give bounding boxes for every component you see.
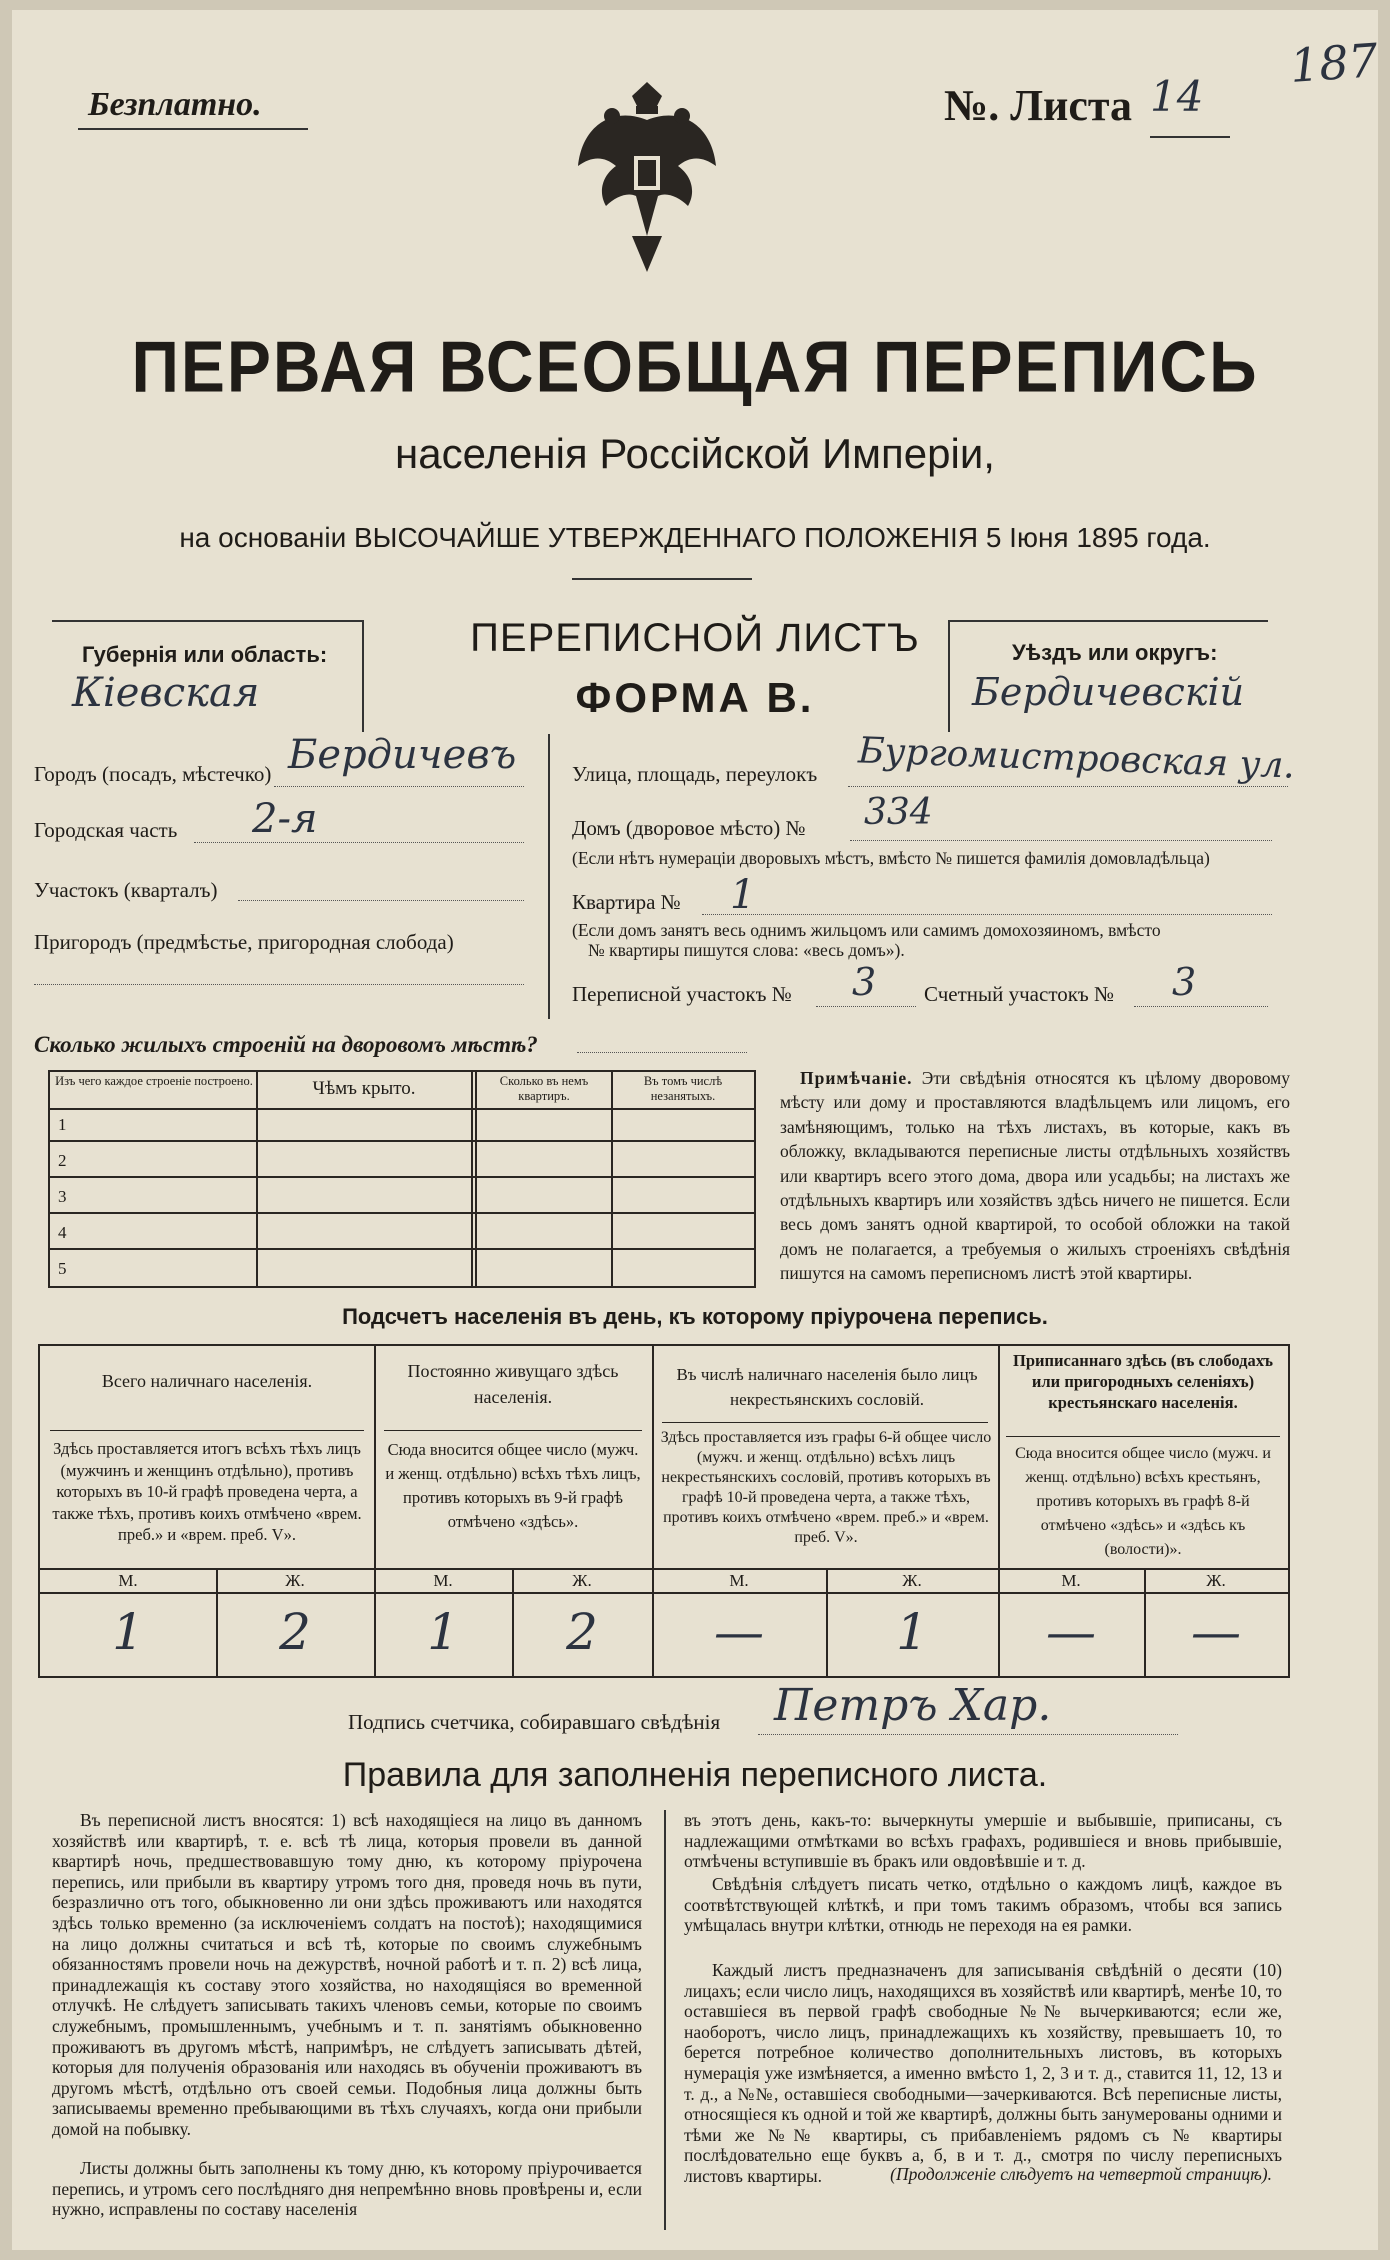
rules-title: Правила для заполненія переписного листа. [342,1756,1048,1794]
population-heading: Подсчетъ населенія въ день, къ которому пріурочена перепись. [342,1304,1048,1329]
row-number: 2 [58,1151,67,1170]
col2-f-label: Ж. [572,1571,592,1590]
apartment-line [702,914,1272,915]
precinct-line[interactable] [238,900,524,901]
col2-m-value[interactable]: 1 [427,1603,459,1661]
col1-f-value[interactable]: 2 [279,1603,311,1661]
col3-m-value[interactable]: — [714,1603,764,1661]
col2-f-value[interactable]: 2 [566,1603,598,1661]
col1-title: Всего наличнаго населенія. [101,1371,313,1391]
suburb-line[interactable] [34,984,524,985]
buildings-question: Сколько жилыхъ строеній на дворовомъ мѣстѣ? [34,1032,538,1057]
apartment-label: Квартира № [572,890,681,914]
title-divider [572,578,752,580]
row-number: 1 [58,1115,67,1134]
rules-right-p2: Свѣдѣнія слѣдуетъ писать четко, отдѣльно о каждомъ лицѣ, каждое въ соотвѣтствующей клѣткѣ, и при томъ такимъ образомъ, чтобы вся запись умѣщалась внутри клѣтки, отнюдь не переходя на ея рамки. [684,1874,1282,1936]
col-material-header: Изъ чего каждое строеніе построено. [55,1074,253,1088]
buildings-question-line[interactable] [577,1052,747,1053]
col1-f-label: Ж. [285,1571,305,1590]
signature-label: Подпись счетчика, собиравшаго свѣдѣнія [348,1710,721,1734]
precinct-label: Участокъ (кварталъ) [34,878,218,902]
rules-divider [664,1810,666,2230]
col2-title: Постоянно живущаго здѣсь населенія. [407,1361,619,1407]
street-label: Улица, площадь, переулокъ [572,762,818,786]
col2-desc: Сюда вносится общее число (мужч. и женщ. отдѣльно) всѣхъ тѣхъ лицъ, противъ которыхъ въ 9-й графѣ отмѣчено «здѣсь». [385,1440,641,1531]
free-label: Безплатно. [88,86,262,123]
note-text: Эти свѣдѣнія относятся къ цѣлому дворовому мѣсту или дому и проставляются владѣльцемъ или лицомъ, его замѣняющимъ, только на тѣхъ листахъ, въ которые, какъ въ обложку, вкладываются переписные листы отдѣльныхъ хозяйствъ или квартиръ всего этого дома, двора или усадьбы; на листахъ же отдѣльныхъ квартиръ или хозяйствъ здѣсь ничего не пишется. Если весь домъ занятъ одной квартирой, то особой обложки на такой домъ не полагается, а требуемыя о жилыхъ строеніяхъ свѣдѣнія пишутся на самомъ переписномъ листѣ этой квартиры. [780,1068,1290,1284]
row-number: 5 [58,1259,67,1278]
sub-title: населенія Россійской Имперіи, [395,430,995,477]
house-label: Домъ (дворовое мѣсто) № [572,816,806,840]
sheet-no-underline [1150,136,1230,138]
col1-desc: Здѣсь проставляется итогъ всѣхъ тѣхъ лицъ (мужчинъ и женщинъ отдѣльно), противъ которыхъ въ 10-й графѣ проведена черта, а также тѣхъ, противъ коихъ отмѣчено «врем. преб.» и «врем. преб. V». [52,1439,362,1544]
census-sheet [12,10,1378,2250]
count-area-line [1134,1006,1268,1007]
row-number: 4 [58,1223,67,1242]
apartment-value[interactable]: 1 [730,872,756,918]
col2-m-label: М. [433,1571,453,1590]
signature-value[interactable]: Петръ Хар. [774,1680,1052,1731]
street-line [848,786,1288,787]
col3-m-label: М. [729,1571,749,1590]
uezd-value[interactable]: Бердичевскій [972,670,1245,714]
census-area-line [816,1006,916,1007]
rules-left-p2: Листы должны быть заполнены къ тому дню, къ которому пріурочивается перепись, и утромъ сего послѣдняго дня непремѣнно вновь провѣрены и, если нужно, исправлены по составу населенія [52,2158,642,2220]
col3-f-value[interactable]: 1 [896,1603,928,1661]
double-headed-eagle-icon [572,76,722,276]
city-line [274,786,524,787]
census-area-value[interactable]: 3 [852,960,877,1004]
rules-continued: (Продолженіе слѣдуетъ на четвертой страницѣ). [890,2164,1272,2184]
signature-line [758,1734,1178,1735]
census-area-label: Переписной участокъ № [572,982,792,1006]
archive-number: 187 [1288,33,1380,93]
col4-title: Приписаннаго здѣсь (въ слободахъ или пригородныхъ селеніяхъ) крестьянскаго населенія. [1013,1351,1273,1412]
col4-m-value[interactable]: — [1046,1603,1096,1661]
col1-m-value[interactable]: 1 [112,1603,144,1661]
col3-title: Въ числѣ наличнаго населенія было лицъ некрестьянскихъ сословій. [676,1365,978,1409]
suburb-label: Пригородъ (предмѣстье, пригородная слобода) [34,930,454,954]
district-value[interactable]: 2-я [252,796,318,842]
buildings-table [48,1070,756,1288]
apartment-note-2: № квартиры пишутся слова: «весь домъ»). [588,940,905,960]
col4-f-label: Ж. [1206,1571,1226,1590]
count-area-label: Счетный участокъ № [924,982,1115,1006]
house-value[interactable]: 334 [864,792,933,833]
col1-m-label: М. [118,1571,138,1590]
main-title: ПЕРВАЯ ВСЕОБЩАЯ ПЕРЕПИСЬ [131,325,1259,407]
gubernia-value[interactable]: Кіевская [72,670,260,716]
uezd-label: Уѣздъ или округъ: [1012,640,1218,665]
city-label: Городъ (посадъ, мѣстечко) [34,762,272,786]
col-roof-header: Чѣмъ крыто. [312,1078,416,1099]
col-apartments-header: Сколько въ немъ квартиръ. [499,1074,589,1103]
note-heading: Примѣчаніе. [800,1068,913,1088]
rules-right-p1: въ этотъ день, какъ-то: вычеркнуты умершіе и выбывшіе, приписаны, съ надлежащими отмѣтками во всѣхъ графахъ, родившіеся и вновь прибывшіе, отмѣчены вступившіе въ бракъ или овдовѣвшіе и т. д. [684,1810,1282,1872]
rules-left-p1: Въ переписной листъ вносятся: 1) всѣ находящіеся на лицо въ данномъ хозяйствѣ или квартирѣ, т. е. всѣ тѣ лица, которыя провели въ данной квартирѣ ночь, предшествовавшую тому дню, къ которому пріурочена перепись, или прибыли въ квартиру утромъ того дня, проведя ночь въ пути, безразлично отъ того, обыкновенно ли они здѣсь проживаютъ или находятся здѣсь только временно (за исключеніемъ солдатъ на постоѣ); находящимися на лицо должны считаться и всѣ тѣ, которые по своимъ служебнымъ обязанностямъ провели ночь на дежурствѣ, ночной работѣ и т. п. 2) всѣ лица, принадлежащія къ составу этого хозяйства, но находящіяся во временной отлучкѣ. Не слѣдуетъ записывать такихъ членовъ семьи, которые по своимъ служебнымъ, промышленнымъ, учебнымъ и т. п. занятіямъ обыкновенно проживаютъ въ другомъ мѣстѣ, напримѣръ, не слѣдуетъ записывать дѣтей, которыя для полученія образованія или находясь въ обученіи проживаютъ въ другомъ мѣстѣ, отдѣльно отъ своей семьи. Подобныя лица должны быть записываемы временно пребывающими въ тѣхъ случаяхъ, когда они прибыли домой на побывку. [52,1810,642,2139]
sheet-no-label: №. Листа [944,81,1133,130]
sheet-no-value: 14 [1150,72,1204,121]
col4-desc: Сюда вносится общее число (мужч. и женщ. отдѣльно) всѣхъ крестьянъ, противъ которыхъ въ графѣ 8-й отмѣчено «здѣсь» и «здѣсь къ (волости)». [1015,1445,1271,1558]
gubernia-label: Губернія или область: [82,642,328,667]
col3-desc: Здѣсь проставляется изъ графы 6-й общее число (мужч. и женщ. отдѣльно) всѣхъ лицъ некрестьянскихъ сословій, противъ которыхъ въ графѣ 10-й проведена черта, а также тѣхъ, противъ коихъ отмѣчено «врем. преб.» и «врем. преб. V». [660,1429,992,1546]
house-note: (Если нѣтъ нумераціи дворовыхъ мѣстъ, вмѣсто № пишется фамилія домовладѣльца) [572,848,1210,868]
rules-right-p3: Каждый листъ предназначенъ для записыванія свѣдѣній о десяти (10) лицахъ; если число лицъ, находящихся въ хозяйствѣ или квартирѣ, менѣе 10, то оставшіеся въ первой графѣ свободные №№ вычеркиваются; если же, наоборотъ, число лицъ, принадлежащихъ къ хозяйству, превышаетъ 10, то берется потребное количество дополнительныхъ листовъ, въ которыхъ нумерація уже измѣняется, а именно вмѣсто 1, 2, 3 и т. д., ставится 11, 12, 13 и т. д., а №№, оставшіеся свободными—зачеркиваются. Всѣ переписные листы, относящіеся къ одной и той же квартирѣ, должны быть занумерованы одними и тѣми же №№ квартиры, съ прибавленіемъ рядомъ съ № квартиры послѣдовательно еще буквъ а, б, в и т. д., смотря по числу переписныхъ листовъ квартиры. [684,1960,1282,2186]
address-divider [548,734,550,1019]
district-label: Городская часть [34,818,178,842]
note [780,1066,1290,1286]
free-underline [78,128,308,130]
street-value[interactable]: Бургомистровская ул. [857,730,1296,787]
col4-m-label: М. [1061,1571,1081,1590]
col3-f-label: Ж. [902,1571,922,1590]
house-line [850,840,1272,841]
col-vacant-header: Въ томъ числѣ незанятыхъ. [643,1074,723,1103]
basis-line: на основаніи ВЫСОЧАЙШЕ УТВЕРЖДЕННАГО ПОЛОЖЕНІЯ 5 Іюня 1895 года. [179,522,1211,553]
apartment-note-1: (Если домъ занятъ весь однимъ жильцомъ или самимъ домохозяиномъ, вмѣсто [572,920,1161,940]
count-area-value[interactable]: 3 [1172,960,1197,1004]
form-name: ФОРМА В. [575,674,815,721]
city-value[interactable]: Бердичевъ [288,732,517,778]
district-line [194,842,524,843]
row-number: 3 [58,1187,67,1206]
population-table [38,1344,1290,1678]
sheet-title: ПЕРЕПИСНОЙ ЛИСТЪ [470,616,920,660]
col4-f-value[interactable]: — [1191,1603,1241,1661]
